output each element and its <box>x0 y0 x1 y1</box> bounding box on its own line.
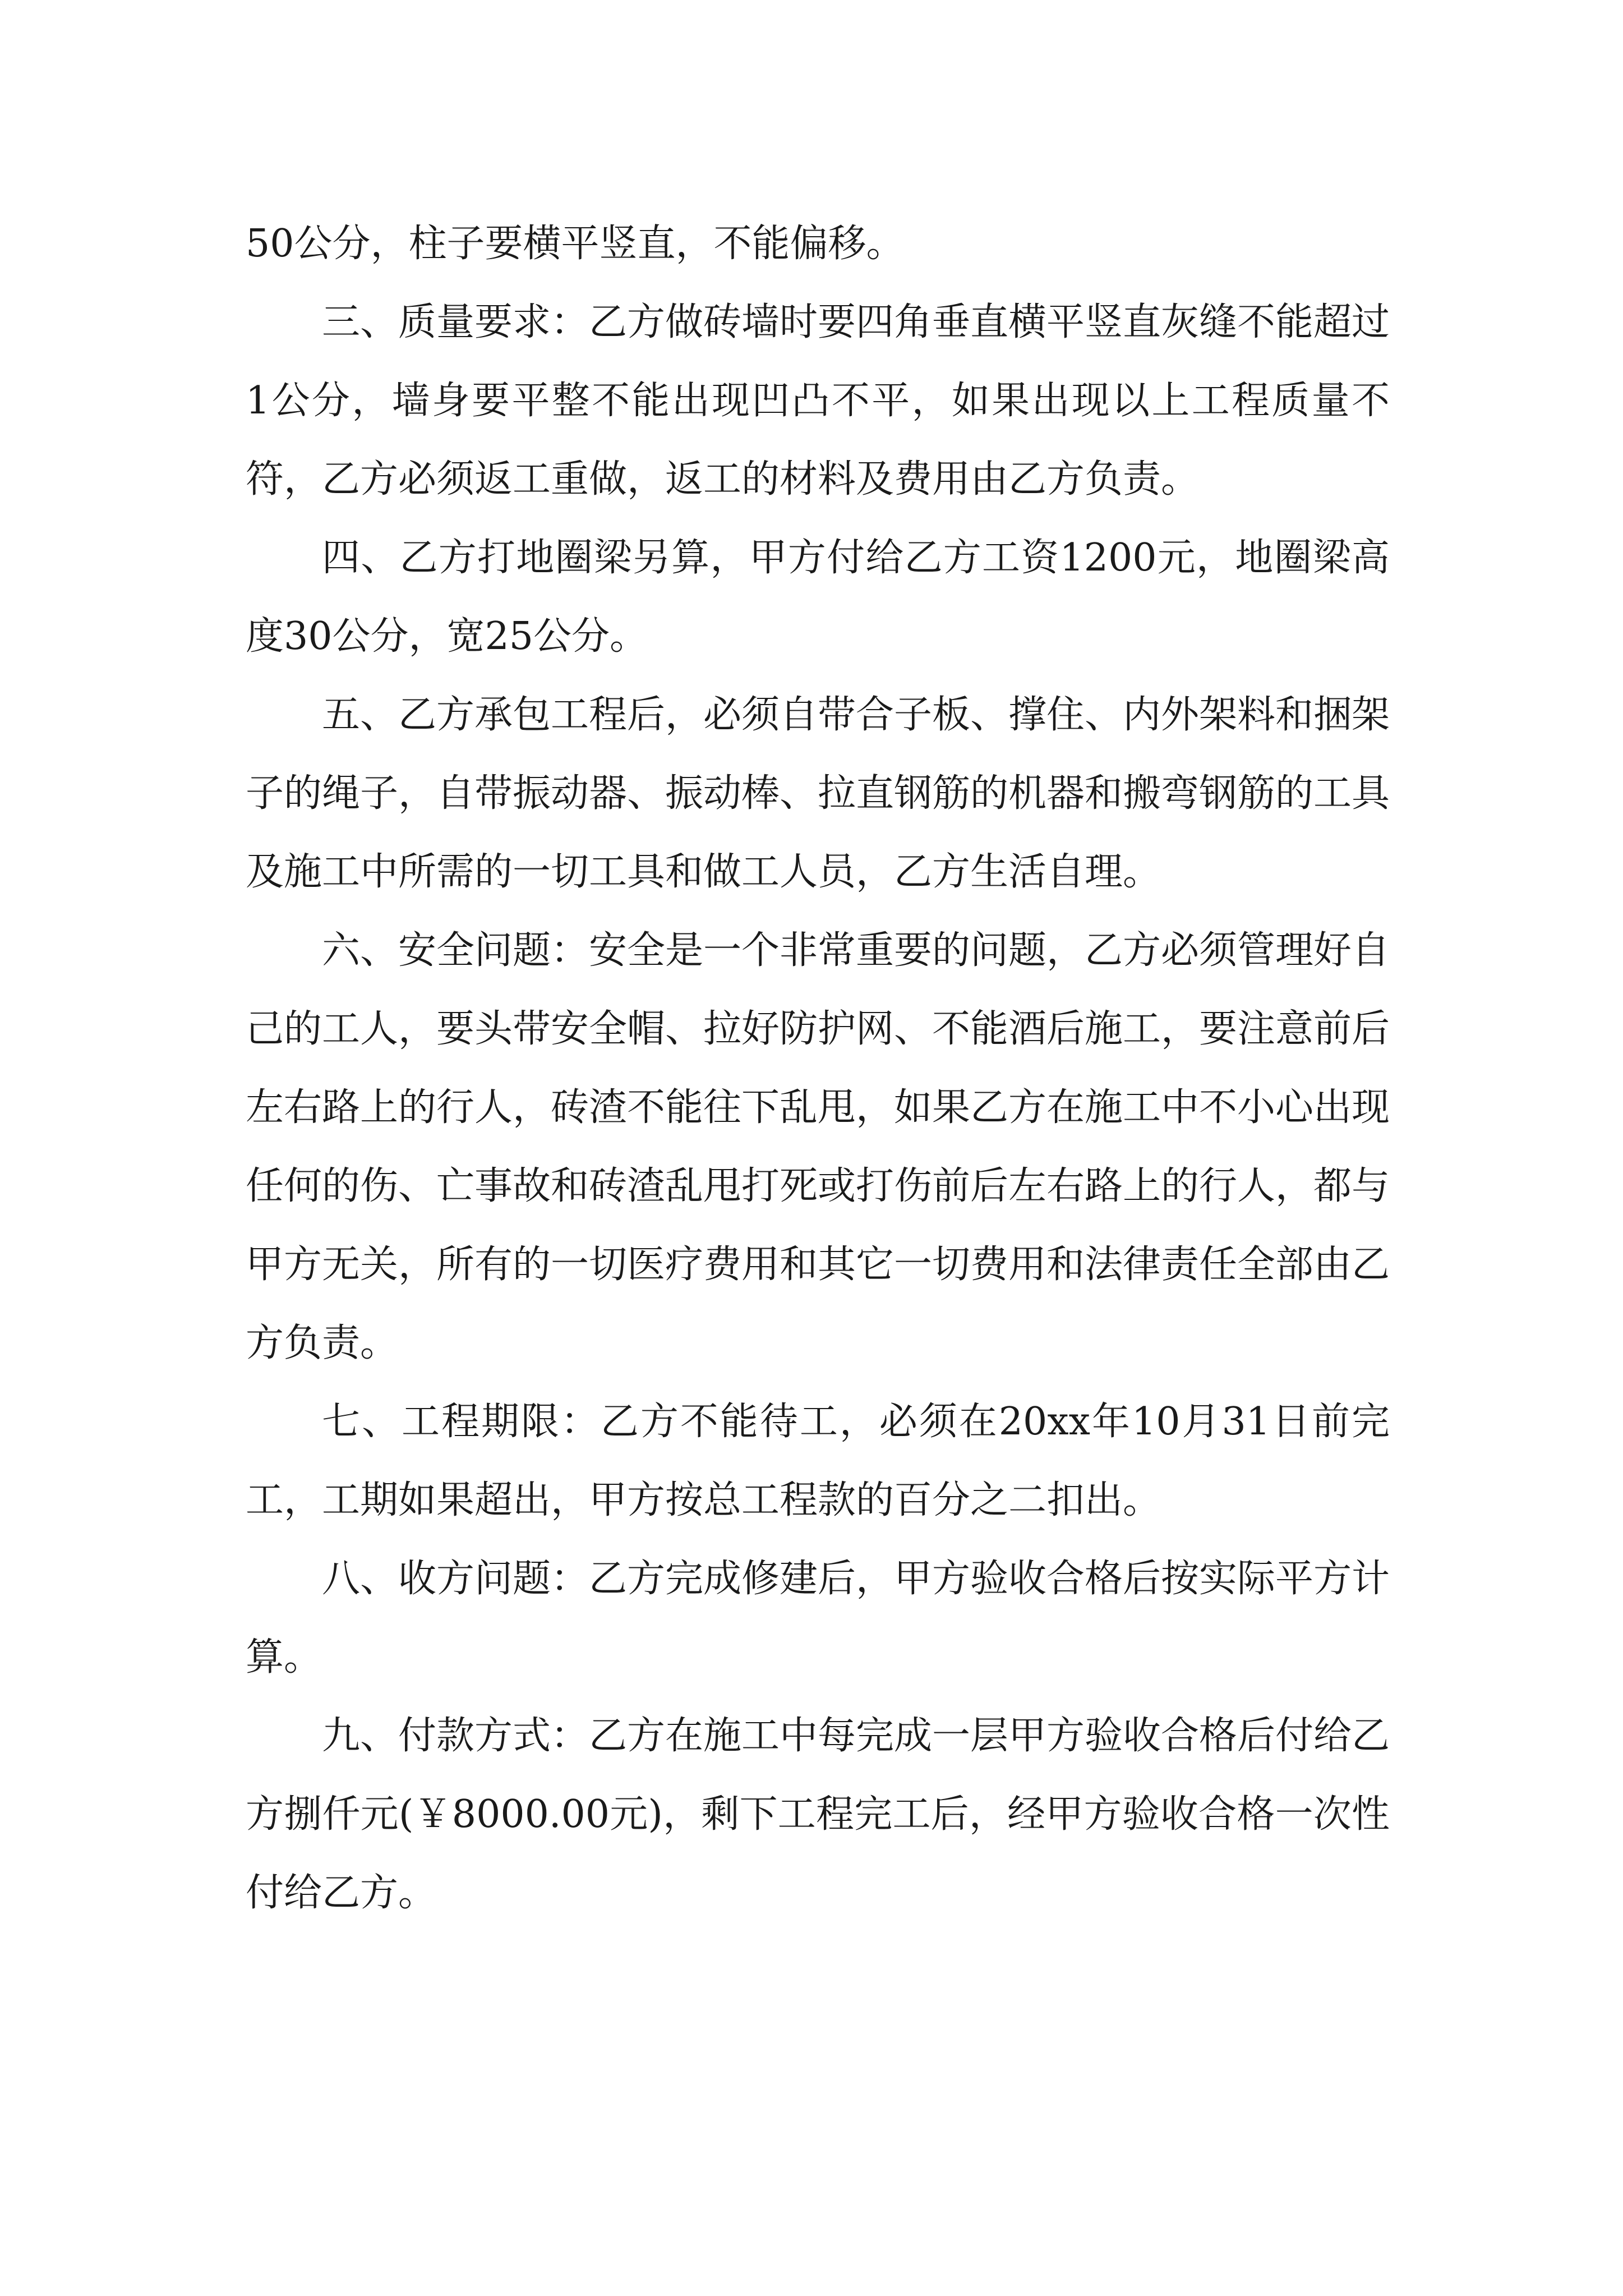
paragraph-safety: 六、安全问题：安全是一个非常重要的问题，乙方必须管理好自己的工人，要头带安全帽、拉好防护网、不能酒后施工，要注意前后左右路上的行人，砖渣不能往下乱甩，如果乙方在施工中不小心出现任何的伤、亡事故和砖渣乱甩打死或打伤前后左右路上的行人，都与甲方无关，所有的一切医疗费用和其它一切费用和法律责任全部由乙方负责。 <box>246 928 1390 1365</box>
paragraph-quality-requirements: 三、质量要求：乙方做砖墙时要四角垂直横平竖直灰缝不能超过1公分，墙身要平整不能出现凹凸不平，如果出现以上工程质量不符，乙方必须返工重做，返工的材料及费用由乙方负责。 <box>246 300 1390 501</box>
paragraph-ground-beam: 四、乙方打地圈梁另算，甲方付给乙方工资1200元，地圈梁高度30公分，宽25公分。 <box>246 536 1390 659</box>
contract-body <box>246 205 1390 1932</box>
paragraph-tools-and-materials: 五、乙方承包工程后，必须自带合子板、撑住、内外架料和捆架子的绳子，自带振动器、振动棒、拉直钢筋的机器和搬弯钢筋的工具及施工中所需的一切工具和做工人员，乙方生活自理。 <box>246 693 1390 894</box>
paragraph-measurement: 八、收方问题：乙方完成修建后，甲方验收合格后按实际平方计算。 <box>246 1557 1390 1680</box>
paragraph-project-deadline: 七、工程期限：乙方不能待工，必须在20xx年10月31日前完工，工期如果超出，甲方按总工程款的百分之二扣出。 <box>246 1400 1390 1522</box>
paragraph-payment-method: 九、付款方式：乙方在施工中每完成一层甲方验收合格后付给乙方捌仟元(￥8000.00元)，剩下工程完工后，经甲方验收合格一次性付给乙方。 <box>246 1714 1390 1915</box>
paragraph-continuation: 50公分，柱子要横平竖直，不能偏移。 <box>246 222 905 266</box>
